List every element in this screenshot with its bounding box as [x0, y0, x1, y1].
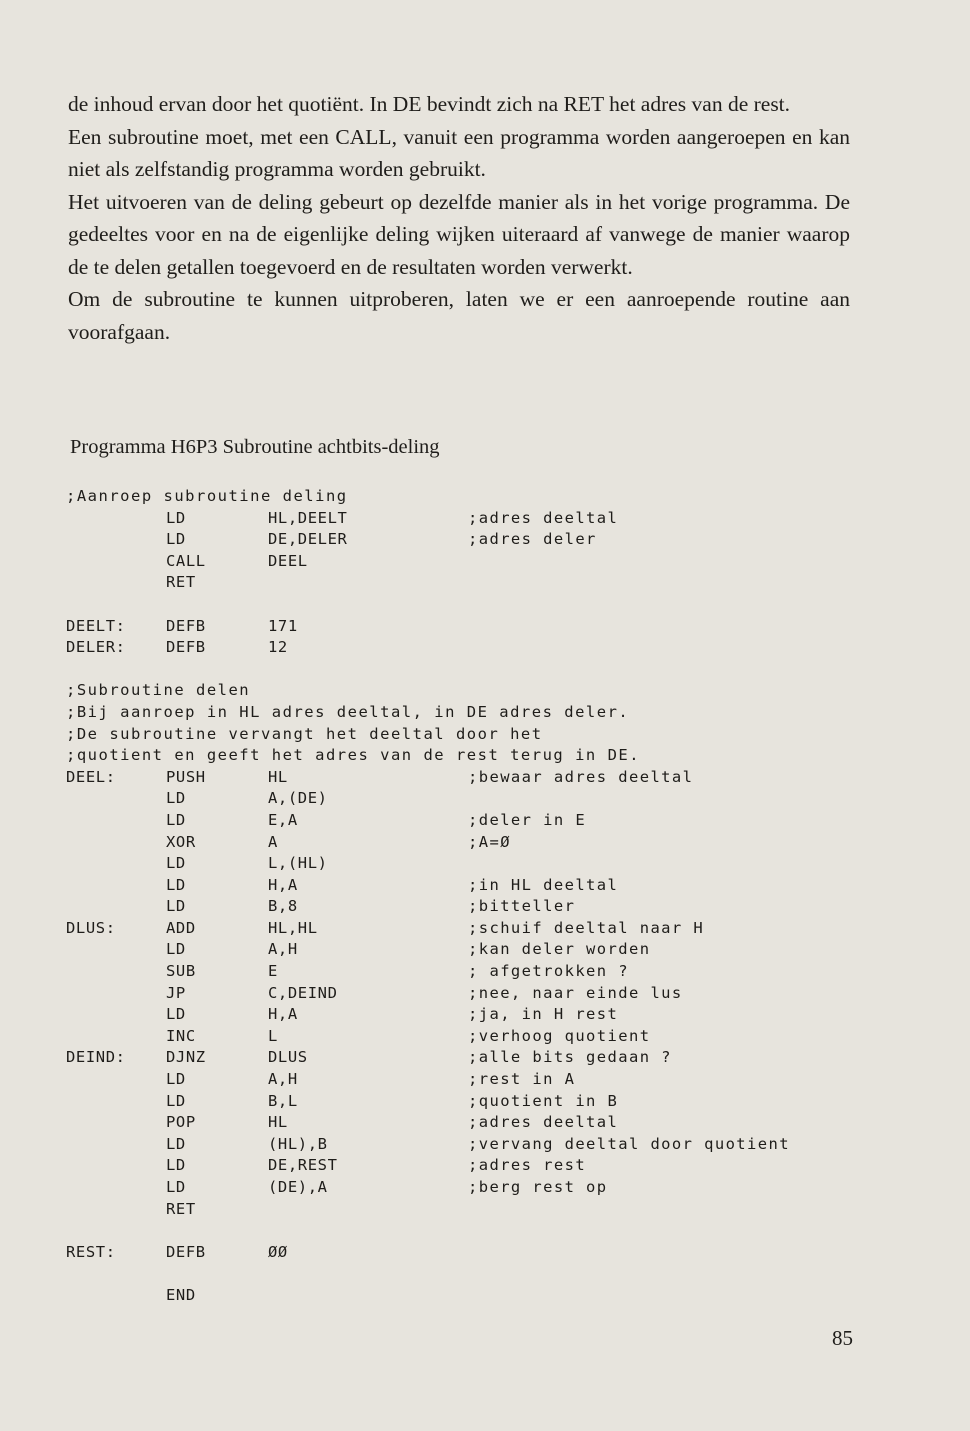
- code-operand: H,A: [268, 1005, 298, 1024]
- code-operand: DE,DELER: [268, 530, 348, 549]
- code-mnemonic: LD: [166, 508, 186, 527]
- code-comment-line: ;Bij aanroep in HL adres deeltal, in DE adres deler.: [66, 702, 630, 721]
- code-mnemonic: JP: [166, 983, 186, 1002]
- code-mnemonic: INC: [166, 1026, 196, 1045]
- code-mnemonic: LD: [166, 1091, 186, 1110]
- code-mnemonic: RET: [166, 1199, 196, 1218]
- code-comment: ;bewaar adres deeltal: [468, 767, 694, 786]
- code-label: DLUS:: [66, 918, 116, 937]
- code-operand: DE,REST: [268, 1156, 338, 1175]
- code-comment: ;alle bits gedaan ?: [468, 1048, 672, 1067]
- code-comment: ;bitteller: [468, 897, 576, 916]
- code-comment: ;adres deeltal: [468, 1113, 619, 1132]
- code-comment: ;A=Ø: [468, 832, 511, 851]
- code-mnemonic: DJNZ: [166, 1048, 206, 1067]
- code-comment: ;kan deler worden: [468, 940, 651, 959]
- code-mnemonic: DEFB: [166, 638, 206, 657]
- code-mnemonic: CALL: [166, 551, 206, 570]
- code-label: DEIND:: [66, 1048, 126, 1067]
- code-comment: ;quotient in B: [468, 1091, 619, 1110]
- code-operand: B,8: [268, 897, 298, 916]
- program-title: Programma H6P3 Subroutine achtbits-deling: [70, 436, 440, 458]
- code-mnemonic: DEFB: [166, 1242, 206, 1261]
- code-operand: HL: [268, 767, 288, 786]
- code-operand: H,A: [268, 875, 298, 894]
- code-comment: ;in HL deeltal: [468, 875, 619, 894]
- code-operand: A: [268, 832, 278, 851]
- code-mnemonic: RET: [166, 573, 196, 592]
- code-operand: DLUS: [268, 1048, 308, 1067]
- code-mnemonic: ADD: [166, 918, 196, 937]
- code-label: REST:: [66, 1242, 116, 1261]
- code-operand: A,H: [268, 1070, 298, 1089]
- code-comment-line: ;quotient en geeft het adres van de rest terug in DE.: [66, 746, 641, 765]
- code-comment: ;berg rest op: [468, 1178, 608, 1196]
- code-operand: A,H: [268, 940, 298, 959]
- code-comment: ;deler in E: [468, 810, 587, 829]
- code-mnemonic: DEFB: [166, 616, 206, 635]
- paragraph: Een subroutine moet, met een CALL, vanuit een programma worden aangeroepen en kan niet als zelfstandig programma worden gebruikt.: [68, 124, 850, 181]
- code-comment: ;adres deeltal: [468, 508, 619, 527]
- code-operand: 12: [268, 638, 288, 657]
- code-comment: ;adres deler: [468, 530, 597, 549]
- code-comment-line: ;De subroutine vervangt het deeltal door het: [66, 724, 543, 743]
- code-mnemonic: LD: [166, 1134, 186, 1153]
- code-operand: (DE),A: [268, 1178, 328, 1196]
- code-operand: HL,HL: [268, 918, 318, 937]
- code-mnemonic: POP: [166, 1113, 196, 1132]
- code-mnemonic: LD: [166, 897, 186, 916]
- paragraph: Het uitvoeren van de deling gebeurt op dezelfde manier als in het vorige programma. De gedeeltes voor en na de eigenlijke deling wijken uiteraard af vanwege de manier waarop de te delen getallen toegevoerd en de resultaten worden verwerkt.: [68, 189, 850, 279]
- code-mnemonic: END: [166, 1285, 196, 1304]
- code-operand: C,DEIND: [268, 983, 338, 1002]
- code-mnemonic: LD: [166, 854, 186, 873]
- paragraph: de inhoud ervan door het quotiënt. In DE bevindt zich na RET het adres van de rest.: [68, 92, 791, 116]
- code-mnemonic: LD: [166, 875, 186, 894]
- code-operand: L,(HL): [268, 854, 328, 873]
- body-text: [68, 88, 850, 348]
- code-comment: ;adres rest: [468, 1156, 587, 1175]
- code-operand: 171: [268, 616, 298, 635]
- code-operand: ØØ: [268, 1242, 288, 1261]
- code-mnemonic: LD: [166, 810, 186, 829]
- code-mnemonic: LD: [166, 1178, 186, 1196]
- code-mnemonic: SUB: [166, 962, 196, 981]
- code-comment: ;verhoog quotient: [468, 1026, 651, 1045]
- code-operand: DEEL: [268, 551, 308, 570]
- code-operand: HL: [268, 1113, 288, 1132]
- code-mnemonic: LD: [166, 1156, 186, 1175]
- code-mnemonic: LD: [166, 1070, 186, 1089]
- code-comment: ;ja, in H rest: [468, 1005, 619, 1024]
- code-comment-line: ;Subroutine delen: [66, 681, 251, 700]
- code-operand: HL,DEELT: [268, 508, 348, 527]
- page-number: 85: [832, 1326, 853, 1350]
- code-comment: ; afgetrokken ?: [468, 962, 629, 981]
- code-operand: (HL),B: [268, 1134, 328, 1153]
- code-operand: A,(DE): [268, 789, 328, 808]
- code-operand: E,A: [268, 810, 298, 829]
- code-mnemonic: LD: [166, 940, 186, 959]
- code-operand: L: [268, 1026, 278, 1045]
- code-operand: B,L: [268, 1091, 298, 1110]
- code-comment: ;nee, naar einde lus: [468, 983, 683, 1002]
- code-comment: ;rest in A: [468, 1070, 576, 1089]
- code-label: DELER:: [66, 638, 126, 657]
- code-comment: ;vervang deeltal door quotient: [468, 1134, 790, 1153]
- code-mnemonic: LD: [166, 789, 186, 808]
- code-mnemonic: LD: [166, 530, 186, 549]
- paragraph: Om de subroutine te kunnen uitproberen, laten we er een aanroepende routine aan voorafgaan.: [68, 287, 850, 344]
- code-mnemonic: LD: [166, 1005, 186, 1024]
- code-mnemonic: PUSH: [166, 767, 206, 786]
- code-label: DEELT:: [66, 616, 126, 635]
- code-mnemonic: XOR: [166, 832, 196, 851]
- code-comment-line: ;Aanroep subroutine deling: [66, 487, 348, 505]
- code-label: DEEL:: [66, 767, 116, 786]
- code-comment: ;schuif deeltal naar H: [468, 918, 705, 937]
- code-operand: E: [268, 962, 278, 981]
